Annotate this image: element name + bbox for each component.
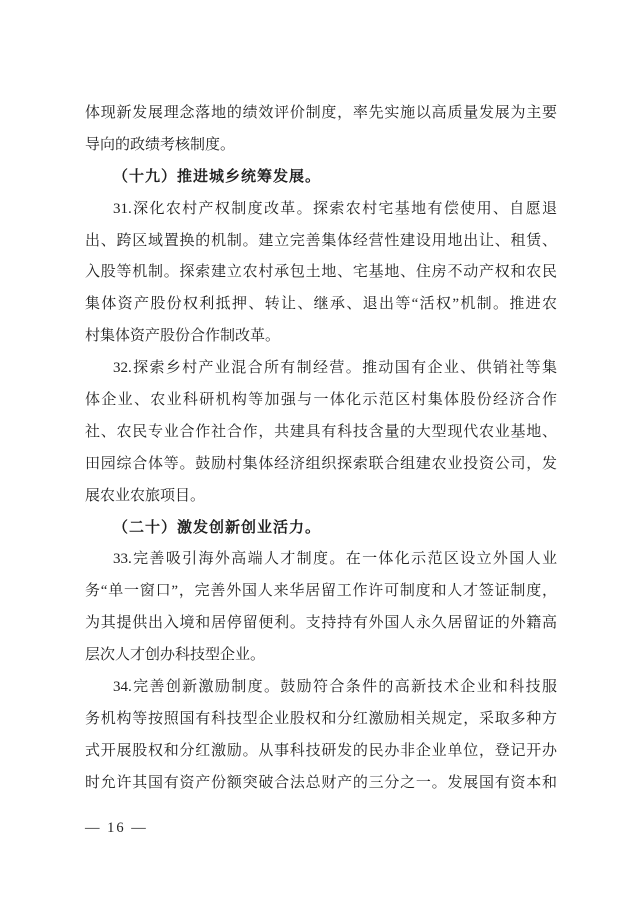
paragraph-33-line: 33.完善吸引海外高端人才制度。在一体化示范区设立外国人业	[113, 551, 557, 568]
paragraph-31-line: 集体资产股份权利抵押、转让、继承、退出等“活权”机制。推进农	[85, 296, 557, 313]
paragraph-33-line: 为其提供出入境和居停留便利。支持持有外国人永久居留证的外籍高	[85, 615, 557, 632]
paragraph-31-line: 出、跨区域置换的机制。建立完善集体经营性建设用地出让、租赁、	[85, 232, 557, 249]
paragraph-34-line: 时允许其国有资产份额突破合法总财产的三分之一。发展国有资本和	[85, 774, 557, 791]
paragraph-32-line: 展农业农旅项目。	[85, 487, 206, 504]
paragraph-31-line: 31.深化农村产权制度改革。探索农村宅基地有偿使用、自愿退	[113, 200, 557, 217]
page-body-text	[85, 98, 557, 800]
intro-paragraph-line: 体现新发展理念落地的绩效评价制度，率先实施以高质量发展为主要	[85, 105, 557, 121]
paragraph-32-line: 32.探索乡村产业混合所有制经营。推动国有企业、供销社等集	[113, 360, 557, 377]
paragraph-34-line: 式开展股权和分红激励。从事科技研发的民办非企业单位，登记开办	[85, 742, 557, 759]
intro-paragraph-line: 导向的政绩考核制度。	[85, 136, 236, 153]
paragraph-31-line: 入股等机制。探索建立农村承包土地、宅基地、住房不动产权和农民	[85, 264, 557, 281]
paragraph-32-line: 社、农民专业合作社合作，共建具有科技含量的大型现代农业基地、	[85, 423, 557, 440]
paragraph-31-line: 村集体资产股份合作制改革。	[85, 328, 281, 345]
paragraph-33-line: 层次人才创办科技型企业。	[85, 647, 266, 664]
section-heading-19: （十九）推进城乡统筹发展。	[113, 168, 322, 185]
paragraph-34-line: 34.完善创新激励制度。鼓励符合条件的高新技术企业和科技服	[113, 679, 557, 696]
paragraph-33-line: 务“单一窗口”，完善外国人来华居留工作许可制度和人才签证制度，	[85, 583, 557, 600]
page-number: — 16 —	[85, 820, 148, 836]
section-heading-20: （二十）激发创新创业活力。	[113, 519, 322, 536]
paragraph-32-line: 体企业、农业科研机构等加强与一体化示范区村集体股份经济合作	[85, 392, 557, 409]
paragraph-34-line: 务机构等按照国有科技型企业股权和分红激励相关规定，采取多种方	[85, 710, 557, 727]
paragraph-32-line: 田园综合体等。鼓励村集体经济组织探索联合组建农业投资公司，发	[85, 455, 557, 472]
